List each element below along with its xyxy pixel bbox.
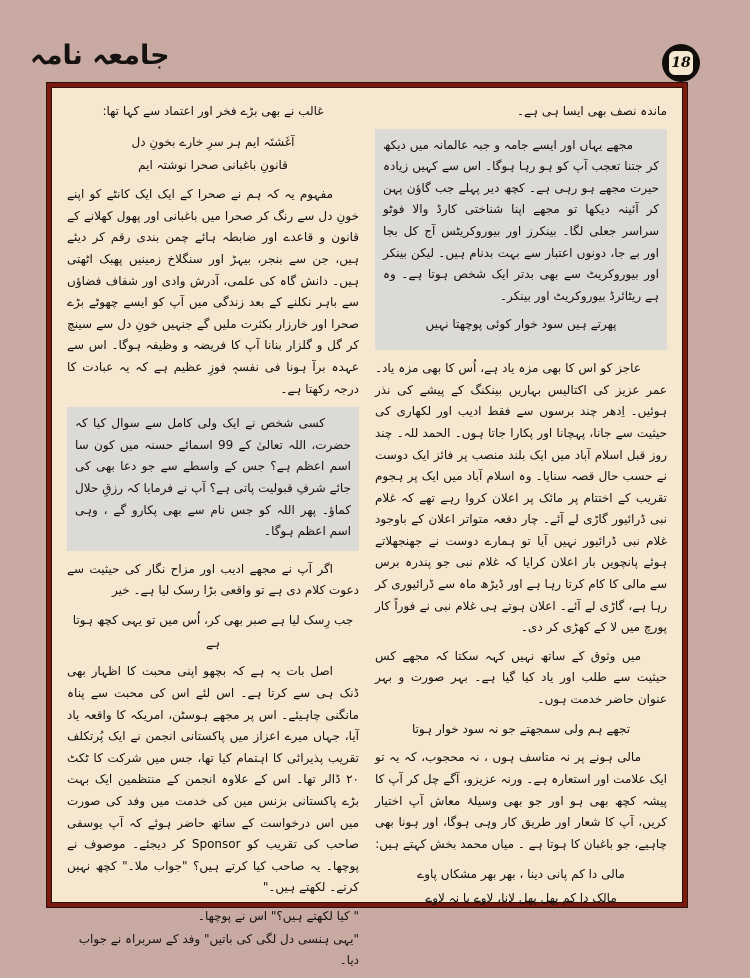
paragraph-banking-years: عاجز کو اس کا بھی مزہ یاد ہے، اُس کا بھی مزہ یاد۔ عمر عزیز کی اکتالیس بہاریں بینکنگ کے پیشے کی نذر ہوئیں۔ اِدھر چند برسوں سے فقط ادیب اور لکھاری کی حیثیت سے جانا، پہچانا اور پکارا جاتا ہوں۔ الحمد للہ۔ چند روز قبل اسلام آباد میں ایک بلند منصب پر فائز ایک دوست نے حسب حال قصہ سنایا۔ وہ اسلام آباد میں ایک پر ہجوم تقریب کے اختتام پر مائک پر اعلان کروا رہے تھے کہ غلام نبی ڈرائیور گاڑی لے آئے۔ چار دفعہ متواتر اعلان کے باوجود غلام نبی ڈرائیور نہیں آیا تو ہمارے دوست نے جھنجھلاتے ہوئے پانچویں بار اعلان کرایا کہ غلام نبی جو پندرہ برس سے مالی کا کام کرتا رہا ہے اور ڈیڑھ ماہ سے ڈرائیوری کر رہا ہے، گاڑی لے آئے۔ اعلان ہوتے ہی غلام نبی نے فوراً کار پورچ میں لا کے کھڑی کر دی۔ — [375, 361, 667, 635]
right-column — [375, 99, 667, 906]
paragraph-meaning: مفہوم یہ کہ ہم نے صحرا کے ایک ایک کانٹے کو اپنے خونِ دل سے رنگ کر صحرا میں باغبانی اور پھول کھلانے کے قانون و قاعدے اور ضابطہ ہائے چمن بندی رقم کر دیئے ہیں، جن سے بنجر، بیہڑ اور سنگلاخ زمینیں پھبک اٹھتی ہیں۔ دانش گاہ کی علمی، آدرش وادی اور شفاف فضاؤں سے باہر نکلنے کے بعد زندگی میں آپ کو ایسے چھوٹے بڑے صحرا اور خارزار بکثرت ملیں گے جنہیں خونِ دل سے سینچ کر گل و گلزار بنانا آپ کا فریضہ و وظیفہ ہوگا۔ اس سے عہدہ برآ ہونا فی نفسہٖ فوزِ عظیم ہے کہ یہ عبادت کا درجہ رکھتا ہے۔ — [67, 187, 359, 396]
punjabi-couplet — [375, 863, 667, 910]
masthead-title: جامعہ نامہ — [30, 40, 170, 71]
paragraph-humorist: اگر آپ نے مجھے ادیب اور مزاح نگار کی حیثیت سے دعوت کلام دی ہے تو واقعی بڑا رسک لیا ہے۔ خیر — [67, 561, 359, 598]
page-number-badge — [662, 44, 700, 82]
dialogue-line-1: " کیا لکھتے ہیں؟" اس نے پوچھا۔ — [197, 909, 359, 923]
couplet-line-1: مالی دا کم پانی دینا ، بھر بھر مشکاں پاوے — [417, 867, 625, 882]
highlight-block-bankers — [375, 129, 667, 351]
highlight-block-ism-e-azam — [67, 407, 359, 551]
left-column — [67, 99, 359, 968]
highlight-paragraph: مجھے یہاں اور ایسے جامہ و جبہ عالمانہ میں دیکھ کر جتنا تعجب آپ کو ہو رہا ہوگا۔ اس سے کہیں زیادہ حیرت مجھے ہو رہی ہے۔ کچھ دیر پہلے جب گاؤن پہن کر آئینہ دیکھا تو مجھے اپنا شناختی کارڈ والا فوٹو سراسر جعلی لگا۔ بینکرز اور بیوروکریٹس آج کل بجا اور بے جا، دونوں اعتبار سے بہت بدنام ہیں۔ لیکن بینکر اور بیوروکریٹ سے بھی بدتر ایک شخص ہوتا ہے۔ وہ ہے ریٹائرڈ بیوروکریٹ اور بینکر۔ — [383, 137, 659, 303]
persian-couplet — [67, 131, 359, 178]
couplet-line-2: قانونِ باغبانی صحرا نوشتہ ایم — [138, 158, 288, 173]
dialogue-line-2: "یہی ہنسی دل لگی کی باتیں" وفد کے سربراہ نے جواب دیا۔ — [78, 931, 359, 968]
couplet-line-1: آغَشتَہ ایم ہر سرِ خارے بخونِ دل — [131, 134, 295, 149]
paragraph-invitation: میں وثوق کے ساتھ نہیں کہہ سکتا کہ مجھے کس حیثیت سے طلب اور یاد کیا گیا ہے۔ بہر صورت و بہر عنوان حاضر خدمت ہوں۔ — [375, 648, 667, 707]
ghalib-intro-line: غالب نے بھی بڑے فخر اور اعتماد سے کہا تھا: — [102, 104, 324, 118]
paragraph-houston: اصل بات یہ ہے کہ بچھو اپنی محبت کا اظہار بھی ڈنک ہی سے کرتا ہے۔ اس لئے اس کی محبت سے پناہ مانگنی چاہیئے۔ اس پر مجھے ہوسٹن، امریکہ کا واقعہ یاد آیا، جہاں میرے اعزاز میں پاکستانی انجمن نے ایک پُرتکلف تقریب پذیرائی کا اہتمام کیا تھا، جس میں شرکت کا ٹکٹ ۲۰ ڈالر تھا۔ اس کے علاوہ انجمن کے منتظمین ایک بہت بڑے پاکستانی بزنس مین کی خدمت میں وفد کی صورت میں اس درخواست کے ساتھ حاضر ہوئے کہ آپ یوسفی صاحب کی تقریب کو Sponsor کر دیجئے۔ موصوف نے پوچھا۔ یہ صاحب کیا کرتے ہیں؟ "جواب ملا۔" کچھ نہیں کرتے۔ لکھتے ہیں۔" — [67, 664, 359, 895]
page-number: 18 — [669, 51, 693, 75]
verse-wali: تجھے ہم ولی سمجھتے جو نہ سود خوار ہوتا — [411, 721, 631, 736]
page-frame — [47, 83, 687, 968]
couplet-line-2: مالک دا کم پھل پھل لانا، لاوے یا نہ لاوے — [425, 891, 617, 906]
continuation-line: ماندہ نصف بھی ایسا ہی ہے۔ — [516, 104, 667, 118]
highlight-paragraph: کسی شخص نے ایک ولی کامل سے سوال کیا کہ حضرت، اللہ تعالیٰ کے 99 اسمائے حسنہ میں کون سا اسم اعظم ہے؟ جس کے واسطے سے جو دعا بھی کی جائے شرفِ قبولیت پاتی ہے؟ آپ نے فرمایا کہ رزقِ حلال کماؤ۔ پھر اللہ کو جس نام سے بھی پکارو گے ، وہی اسم اعظم ہوگا۔ — [75, 416, 351, 539]
verse-risk: جب رِسک لیا ہے صبر بھی کر، اُس میں تو یہی کچھ ہوتا ہے — [72, 612, 354, 650]
paragraph-gardener: مالی ہونے پر نہ متاسف ہوں ، نہ محجوب، کہ یہ تو ایک علامت اور استعارہ ہے۔ ورنہ عزیزو، آگے چل کر آپ کا پیشہ کچھ بھی ہو اور جو بھی وسیلۂ معاش آپ اختیار کریں، آپ کا شعار اور طریق کار وہی ہوگا، اور ہونا بھی چاہیے، جو باغبان کا ہوتا ہے ۔ میاں محمد بخش کہتے ہیں: — [375, 750, 667, 851]
verse-sood-khwar: پھرتے ہیں سود خوار کوئی پوچھتا نہیں — [425, 317, 617, 332]
